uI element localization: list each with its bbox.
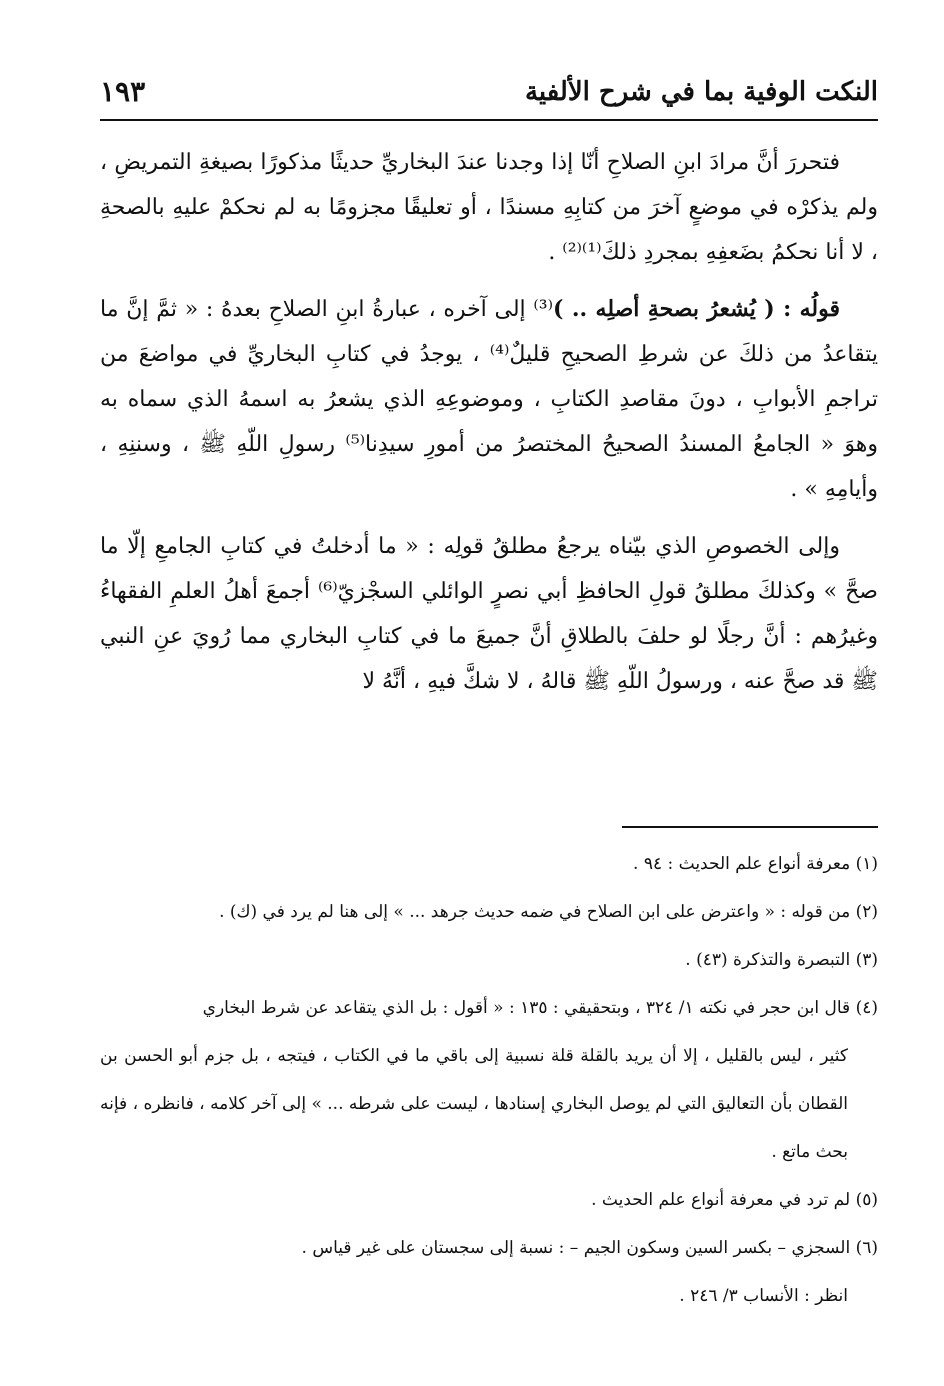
footnote-2: (٢) من قوله : « واعترض على ابن الصلاح في ضمه حديث جرهد ... » إلى هنا لم يرد في (ك) . xyxy=(219,902,878,922)
footnote-6-first-line: (٦) السجزي – بكسر السين وسكون الجيم – : نسبة إلى سجستان على غير قياس . xyxy=(301,1238,878,1258)
footnote-3: (٣) التبصرة والتذكرة (٤٣) . xyxy=(685,950,878,970)
footnote-6-continuation: انظر : الأنساب ٣/ ٢٤٦ . xyxy=(679,1286,848,1306)
footnotes xyxy=(100,840,878,1320)
page-number: ١٩٣ xyxy=(100,75,146,108)
paragraph-3: وإلى الخصوصِ الذي بيّناه يرجعُ مطلقُ قولِه : « ما أدخلتُ في كتابِ الجامعِ إلّا ما صحَّ » وكذلكَ مطلقُ قولِ الحافظِ أبي نصرٍ الوائلي السجْزيّ⁽⁶⁾ أجمعَ أهلُ العلمِ الفقهاءُ وغيرُهم : أنَّ رجلًا لو حلفَ بالطلاقِ أنَّ جميعَ ما في كتابِ البخاري مما رُويَ عنِ النبي ﷺ قد صحَّ عنه ، ورسولُ اللّهِ ﷺ قالهُ ، لا شكَّ فيهِ ، أنَّهُ لا xyxy=(100,534,878,694)
footnote-1: (١) معرفة أنواع علم الحديث : ٩٤ . xyxy=(633,854,878,874)
page-header xyxy=(100,66,878,112)
paragraph-2 xyxy=(100,287,878,512)
footnote-4 xyxy=(100,984,878,1176)
footnote-6 xyxy=(100,1224,878,1320)
header-rule xyxy=(100,119,878,121)
running-title: النكت الوفية بما في شرح الألفية xyxy=(524,77,878,107)
footnote-4-continuation: كثير ، ليس بالقليل ، إلا أن يريد بالقلة قلة نسبية إلى باقي ما في الكتاب ، فيتجه ، بل جزم أبو الحسن بن القطان بأن التعاليق التي لم يوصل البخاري إسنادها ، ليست على شرطه ... » إلى آخر كلامه ، فانظره ، فإنه بحث ماتع . xyxy=(100,1046,848,1162)
quoted-lemma: قولُه : ( يُشعرُ بصحةِ أصلِه .. ) xyxy=(553,296,840,322)
footnote-5: (٥) لم ترد في معرفة أنواع علم الحديث . xyxy=(591,1190,878,1210)
footnote-4-first-line: (٤) قال ابن حجر في نكته ١/ ٣٢٤ ، وبتحقيقي : ١٣٥ : « أقول : بل الذي يتقاعد عن شرط البخاري xyxy=(202,998,878,1018)
paragraph-1: فتحررَ أنَّ مرادَ ابنِ الصلاحِ أنّا إذا وجدنا عندَ البخاريِّ حديثًا مذكورًا بصيغةِ التمريضِ ، ولم يذكرْه في موضعٍ آخرَ من كتابِهِ مسندًا ، أو تعليقًا مجزومًا به لم نحكمْ عليهِ بالصحةِ ، لا أنا نحكمُ بضَعفِهِ بمجردِ ذلكَ⁽¹⁾⁽²⁾ . xyxy=(100,150,878,265)
paragraph-2-text: ⁽³⁾ إلى آخره ، عبارةُ ابنِ الصلاحِ بعدهُ : « ثمَّ إنَّ ما يتقاعدُ من ذلكَ عن شرطِ الصحيحِ قليلٌ⁽⁴⁾ ، يوجدُ في كتابِ البخاريِّ في مواضعَ من تراجمِ الأبوابِ ، دونَ مقاصدِ الكتابِ ، وموضوعِهِ الذي يشعرُ به اسمهُ الذي سماه به وهوَ « الجامعُ المسندُ الصحيحُ المختصرُ من أمورِ سيدِنا⁽⁵⁾ رسولِ اللّهِ ﷺ ، وسننِهِ ، وأيامِهِ » . xyxy=(100,297,879,502)
main-text xyxy=(100,140,878,716)
footnote-separator xyxy=(622,826,878,828)
